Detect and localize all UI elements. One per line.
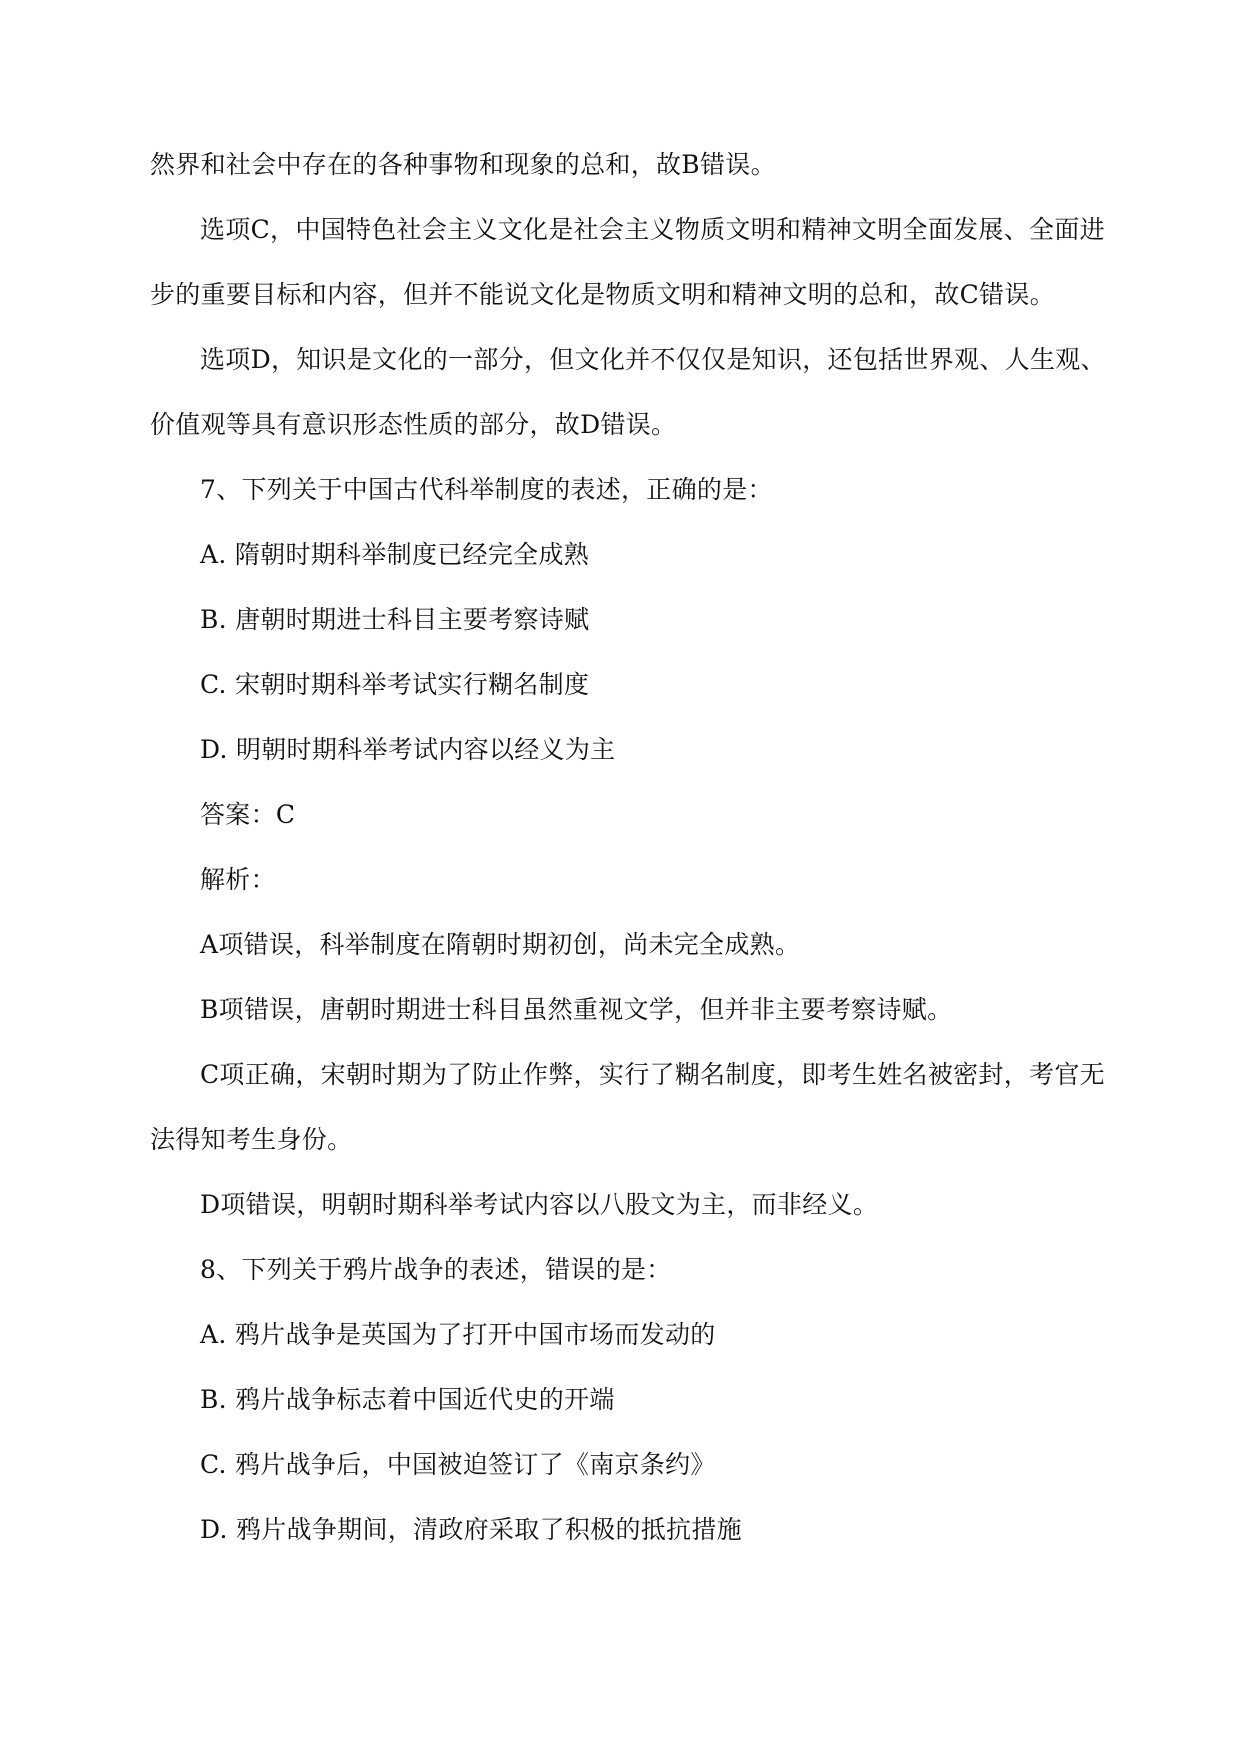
question-7-option-c: C. 宋朝时期科举考试实行糊名制度: [200, 670, 590, 699]
text-line-4: 选项D，知识是文化的一部分，但文化并不仅仅是知识，还包括世界观、人生观、: [200, 345, 1106, 374]
question-7-option-d: D. 明朝时期科举考试内容以经义为主: [200, 735, 616, 764]
analysis-line-b: B项错误，唐朝时期进士科目虽然重视文学，但并非主要考察诗赋。: [200, 995, 953, 1024]
question-8-option-b: B. 鸦片战争标志着中国近代史的开端: [200, 1385, 615, 1414]
question-8-option-c: C. 鸦片战争后，中国被迫签订了《南京条约》: [200, 1450, 716, 1479]
question-8-title: 8、下列关于鸦片战争的表述，错误的是：: [200, 1255, 672, 1284]
question-8-option-a: A. 鸦片战争是英国为了打开中国市场而发动的: [200, 1320, 716, 1349]
question-7-option-a: A. 隋朝时期科举制度已经完全成熟: [200, 540, 590, 569]
question-7-answer: 答案：C: [200, 800, 296, 829]
text-line-5: 价值观等具有意识形态性质的部分，故D错误。: [150, 410, 677, 439]
text-line-3: 步的重要目标和内容，但并不能说文化是物质文明和精神文明的总和，故C错误。: [150, 280, 1055, 309]
question-7-title: 7、下列关于中国古代科举制度的表述，正确的是：: [200, 475, 773, 504]
text-line-1: 然界和社会中存在的各种事物和现象的总和，故B错误。: [150, 150, 776, 179]
analysis-line-a: A项错误，科举制度在隋朝时期初创，尚未完全成熟。: [200, 930, 801, 959]
text-line-2: 选项C，中国特色社会主义文化是社会主义物质文明和精神文明全面发展、全面进: [200, 215, 1105, 244]
analysis-line-d: D项错误，明朝时期科举考试内容以八股文为主，而非经义。: [200, 1190, 879, 1219]
question-7-option-b: B. 唐朝时期进士科目主要考察诗赋: [200, 605, 590, 634]
question-8-option-d: D. 鸦片战争期间，清政府采取了积极的抵抗措施: [200, 1515, 742, 1544]
analysis-line-c: C项正确，宋朝时期为了防止作弊，实行了糊名制度，即考生姓名被密封，考官无: [200, 1060, 1105, 1089]
question-7-analysis-heading: 解析：: [200, 865, 276, 894]
analysis-line-c-cont: 法得知考生身份。: [150, 1125, 353, 1154]
